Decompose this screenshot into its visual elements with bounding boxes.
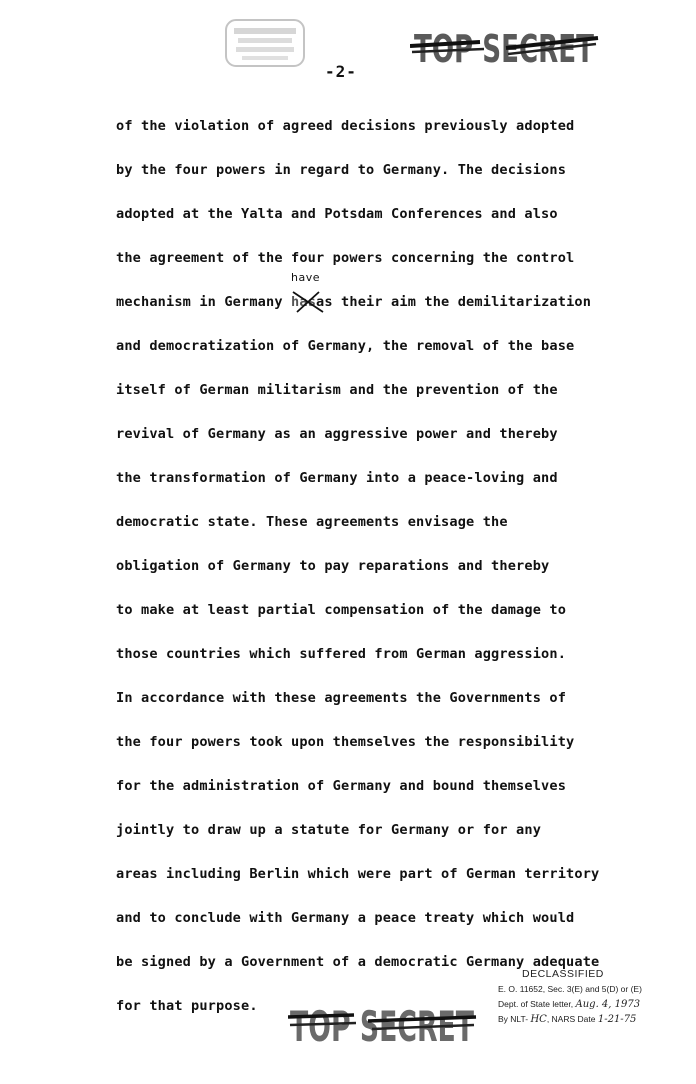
- text-line-4: the agreement of the four powers concerning the control: [116, 250, 575, 266]
- text-line-18: areas including Berlin which were part of German territory: [116, 866, 600, 882]
- text-line-12: to make at least partial compensation of the damage to: [116, 602, 567, 618]
- handwritten-insert: have: [291, 271, 321, 284]
- handwritten-correction: [291, 271, 321, 324]
- declassification-stamp: [498, 968, 688, 1027]
- declass-by: [498, 1012, 688, 1027]
- declass-letter: [498, 997, 688, 1012]
- body-text: [116, 104, 636, 1028]
- text-line-3: adopted at the Yalta and Potsdam Conferences and also: [116, 206, 558, 222]
- top-secret-stamp-top-text: TOP SECRET: [414, 27, 595, 71]
- text-line-21: for that purpose.: [116, 998, 258, 1014]
- top-secret-stamp-bottom: [288, 995, 478, 1051]
- declass-authority: E. O. 11652, Sec. 3(E) and 5(D) or (E): [498, 984, 642, 994]
- text-line-15: the four powers took upon themselves the responsibility: [116, 734, 575, 750]
- declass-by-label: By NLT-: [498, 1014, 531, 1024]
- declass-letter-date: Aug. 4, 1973: [575, 999, 641, 1010]
- text-line-2: by the four powers in regard to Germany. The decisions: [116, 162, 567, 178]
- page-number: -2-: [325, 62, 357, 81]
- strike-mark: [289, 290, 329, 314]
- declassified-title: DECLASSIFIED: [522, 968, 604, 980]
- text-line-19: and to conclude with Germany a peace treaty which would: [116, 910, 575, 926]
- text-line-13: those countries which suffered from German aggression.: [116, 646, 567, 662]
- text-line-5-before: mechanism in Germany: [116, 294, 292, 310]
- text-line-17: jointly to draw up a statute for Germany or for any: [116, 822, 542, 838]
- text-line-16: for the administration of Germany and bound themselves: [116, 778, 567, 794]
- declass-letter-label: Dept. of State letter,: [498, 999, 576, 1009]
- text-line-20: be signed by a Government of a democratic Germany adequate: [116, 954, 600, 970]
- top-secret-stamp-bottom-text: TOP SECRET: [290, 1002, 475, 1051]
- declass-by-initials: HC: [530, 1014, 547, 1025]
- text-line-5-after: as their aim the demilitarization: [316, 294, 592, 310]
- text-line-6: and democratization of Germany, the removal of the base: [116, 338, 575, 354]
- top-secret-stamp-top: [410, 22, 600, 72]
- text-line-14: In accordance with these agreements the Governments of: [116, 690, 567, 706]
- archive-seal-stamp: [224, 18, 306, 68]
- text-line-10: democratic state. These agreements envisage the: [116, 514, 508, 530]
- text-line-9: the transformation of Germany into a peace-loving and: [116, 470, 558, 486]
- struck-word: has: [291, 294, 317, 310]
- text-line-7: itself of German militarism and the prevention of the: [116, 382, 558, 398]
- text-line-5: [116, 271, 636, 324]
- declass-date-value: 1-21-75: [597, 1014, 637, 1025]
- text-line-8: revival of Germany as an aggressive power and thereby: [116, 426, 558, 442]
- declass-date-label: , NARS Date: [546, 1014, 598, 1024]
- text-line-1: of the violation of agreed decisions previously adopted: [116, 118, 575, 134]
- text-line-11: obligation of Germany to pay reparations and thereby: [116, 558, 550, 574]
